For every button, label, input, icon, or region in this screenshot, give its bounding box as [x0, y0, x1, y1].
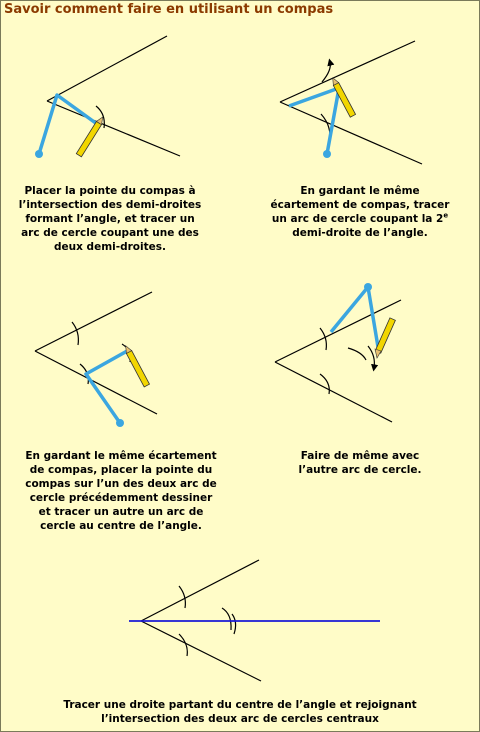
step-5-figure — [129, 560, 380, 681]
ray-lower — [35, 351, 157, 414]
compass-legs — [331, 287, 379, 353]
ray-upper — [141, 560, 259, 621]
page-title: Savoir comment faire en utilisant un compas — [4, 2, 334, 17]
arc-mark-upper — [72, 322, 78, 345]
arc-mark-lower — [179, 634, 187, 656]
step-2-figure — [280, 41, 422, 164]
arc-mark-new — [368, 346, 374, 368]
ray-lower — [47, 101, 180, 156]
ray-upper — [280, 41, 415, 102]
compass-point — [364, 283, 372, 291]
compass-point — [116, 419, 124, 427]
ray-lower — [141, 621, 261, 681]
ordinal-superscript: e — [443, 211, 449, 220]
arc-mark-center — [348, 348, 366, 360]
step-3-figure — [35, 292, 157, 427]
compass-legs — [86, 350, 129, 423]
step-1-figure — [35, 36, 180, 158]
compass-point — [35, 150, 43, 158]
pencil-icon — [375, 318, 395, 353]
step-5-caption: Tracer une droite partant du centre de l’angle et rejoignant l’intersection des deux arc de cercles centraux — [63, 699, 417, 725]
step-4-figure — [275, 283, 401, 422]
arc-mark-upper — [179, 586, 185, 608]
ray-upper — [275, 300, 401, 362]
step-4-caption: Faire de même avec l’autre arc de cercle. — [298, 450, 422, 476]
pencil-icon — [76, 115, 105, 156]
pencil-icon — [123, 344, 149, 387]
step-3-caption: En gardant le même écartement de compas, placer la pointe du compas sur l’un des deux arc de cercle précédemment dessiner et tracer un autre un arc de cercle au centre de l’angle. — [25, 450, 217, 532]
arc-mark-center-b — [232, 614, 236, 634]
step-2-caption: En gardant le même écartement de compas, tracer un arc de cercle coupant la 2e demi-droite de l’angle. — [270, 185, 450, 239]
arc-mark-upper — [322, 62, 330, 82]
step-1-caption: Placer la pointe du compas à l’intersection des demi-droites formant l’angle, et tracer un arc de cercle coupant une des deux demi-droites. — [18, 185, 202, 253]
compass-point — [323, 150, 331, 158]
arc-mark-lower — [320, 374, 329, 394]
arc-mark-lower — [321, 114, 330, 136]
ray-lower — [275, 362, 392, 422]
ray-upper — [47, 36, 167, 101]
arc-mark-center-a — [222, 608, 231, 630]
compass-legs — [289, 88, 339, 154]
ray-upper — [35, 292, 152, 351]
